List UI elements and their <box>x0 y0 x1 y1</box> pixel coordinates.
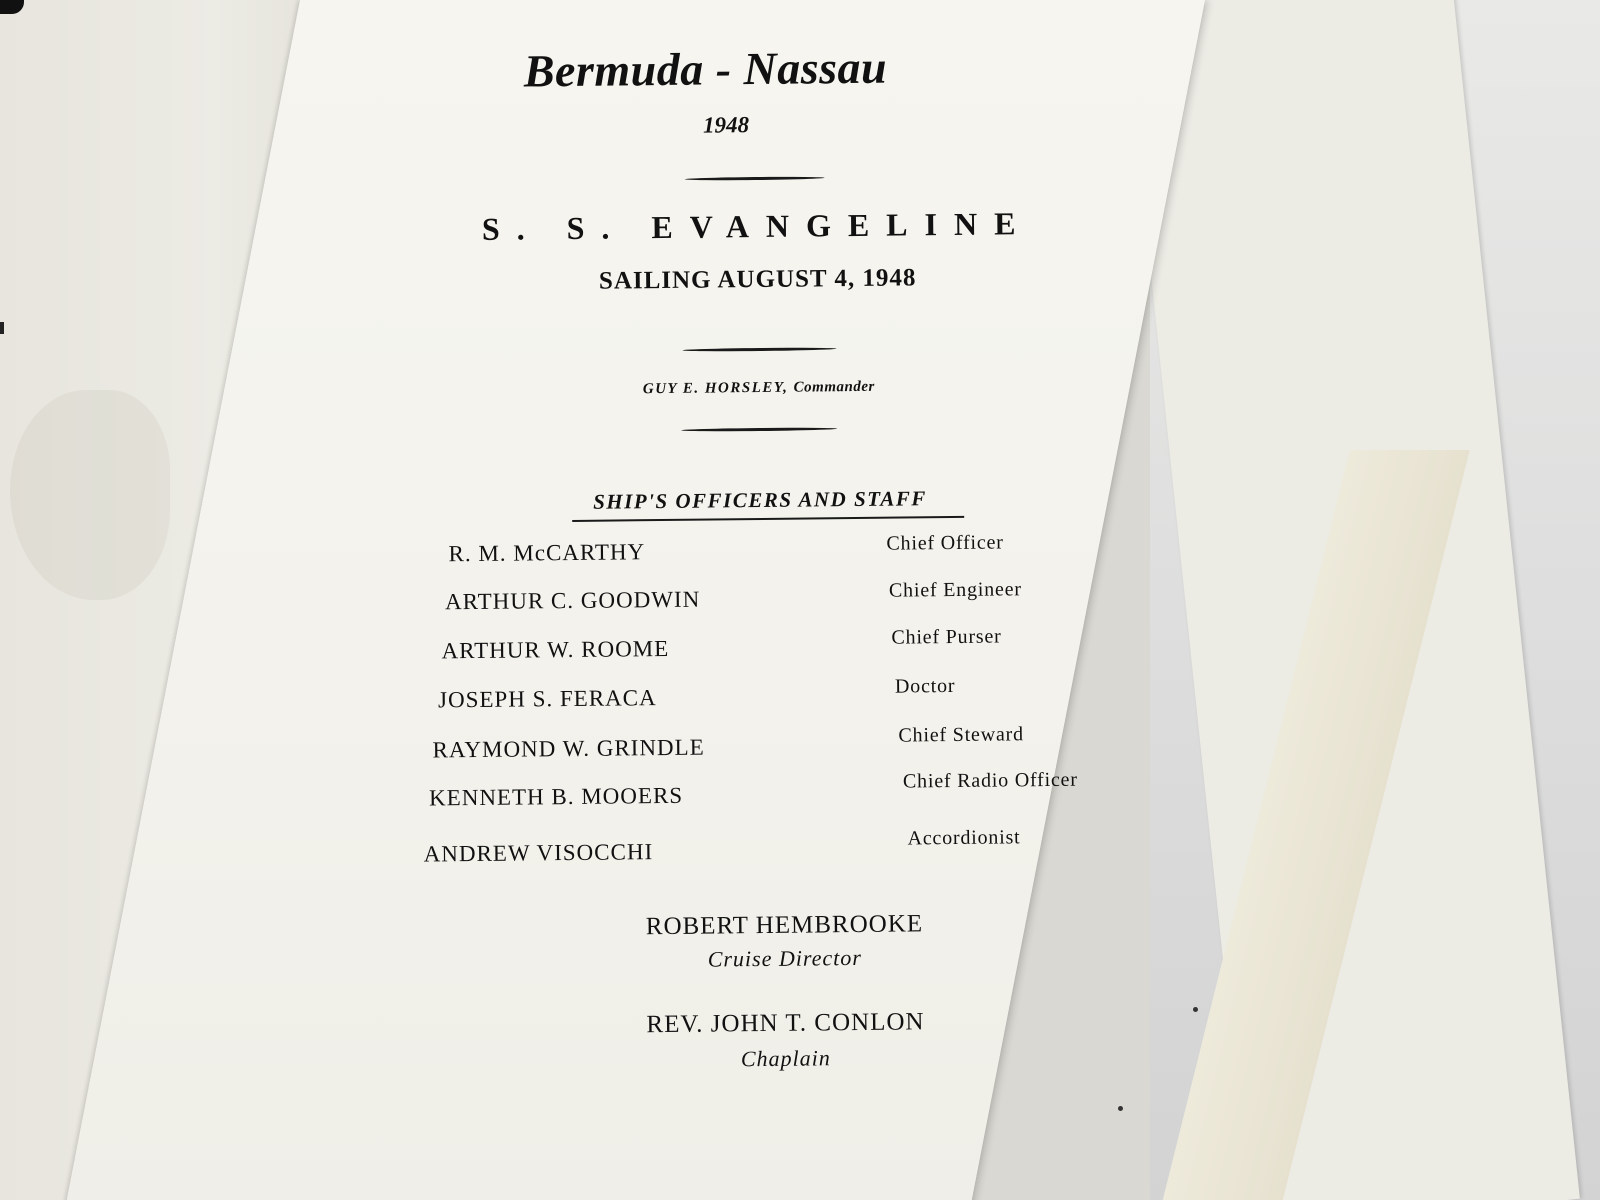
menu-year: 1948 <box>702 112 750 138</box>
sailing-date: SAILING AUGUST 4, 1948 <box>598 264 917 295</box>
cruise-director-role: Cruise Director <box>707 944 862 972</box>
officer-name: R. M. McCARTHY <box>448 539 646 567</box>
officer-role: Accordionist <box>907 826 1021 850</box>
paper-speck <box>1118 1106 1123 1111</box>
ship-name: S. S. EVANGELINE <box>481 205 1033 247</box>
officer-name: ARTHUR W. ROOME <box>441 635 670 664</box>
officer-role: Chief Engineer <box>888 578 1022 602</box>
officer-name: KENNETH B. MOOERS <box>428 782 684 811</box>
ornament-rule <box>681 427 837 432</box>
officer-role: Chief Steward <box>898 723 1024 747</box>
menu-title: Bermuda - Nassau <box>523 41 888 97</box>
officer-role: Chief Radio Officer <box>902 768 1078 793</box>
chaplain-name: REV. JOHN T. CONLON <box>646 1008 925 1039</box>
commander-line <box>559 378 959 399</box>
officer-role: Chief Officer <box>886 531 1004 555</box>
commander-name: GUY E. HORSLEY, <box>642 379 789 398</box>
officer-name: RAYMOND W. GRINDLE <box>432 734 705 763</box>
ornament-rule <box>685 176 825 180</box>
ornament-rule <box>682 347 836 352</box>
cruise-director-name: ROBERT HEMBROOKE <box>645 910 924 941</box>
chaplain-role: Chaplain <box>740 1045 831 1072</box>
paper-speck <box>1193 1007 1198 1012</box>
officer-name: JOSEPH S. FERACA <box>437 685 657 713</box>
officer-role: Chief Purser <box>891 625 1002 649</box>
officer-name: ARTHUR C. GOODWIN <box>444 586 701 615</box>
officer-name: ANDREW VISOCCHI <box>423 839 654 867</box>
staff-heading: SHIP'S OFFICERS AND STAFF <box>592 486 927 514</box>
staff-heading-underline <box>572 516 964 522</box>
commander-rank: Commander <box>793 378 875 396</box>
officer-role: Doctor <box>894 674 956 698</box>
